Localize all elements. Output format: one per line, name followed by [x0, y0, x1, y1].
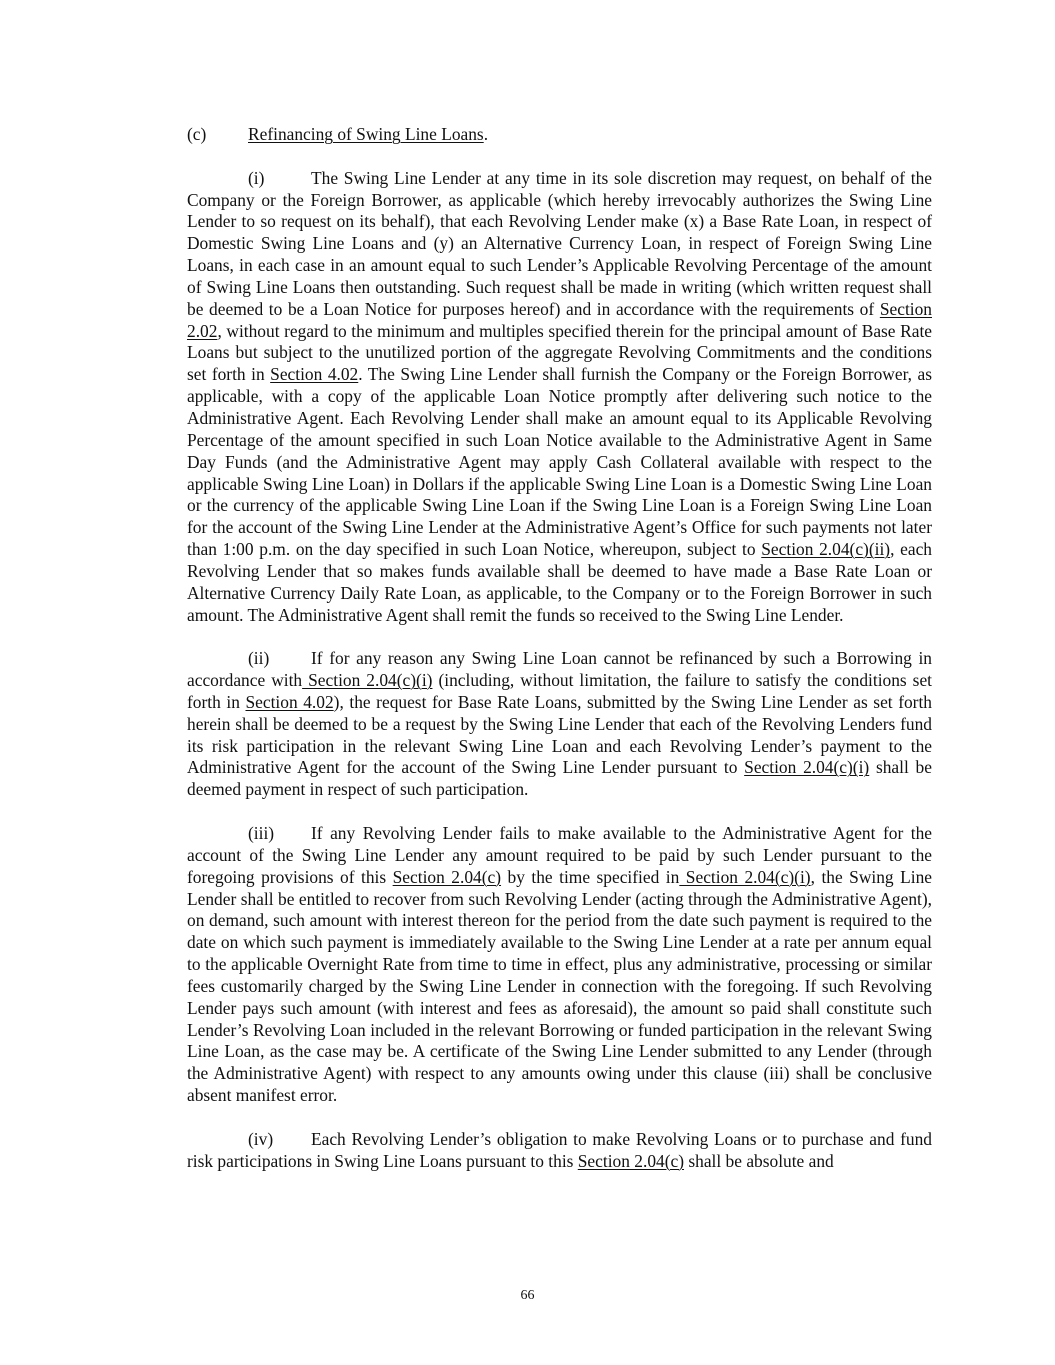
- page-number: 66: [520, 1288, 535, 1303]
- clause-text: shall be absolute and: [684, 1150, 834, 1171]
- section-heading: [187, 124, 932, 146]
- clause-iv: [187, 1129, 932, 1173]
- clause-text: , without regard to the minimum and multiples specified therein for the principal amount of Base Rate Loans but subject to the unutilized portion of the aggregate Revolving Commitments and the conditions set forth in: [187, 320, 932, 385]
- clause-text: ), the request for Base Rate Loans, submitted by the Swing Line Lender as set forth herein shall be deemed to be a request by the Swing Line Lender that each of the Revolving Lenders fund its risk participation in the relevant Swing Line Loan and each Revolving Lender’s payment to the Administrative Agent for the account of the Swing Line Lender pursuant to: [187, 691, 932, 778]
- cross-reference: Section 2.04(c)(i): [744, 757, 870, 778]
- clause-number: (iv): [248, 1128, 274, 1149]
- clause-number: (iii): [248, 823, 275, 843]
- section-title-period: .: [483, 124, 489, 144]
- cross-reference: Section 2.04(c): [392, 866, 502, 887]
- section-title: Refinancing of Swing Line Loans: [248, 124, 484, 144]
- cross-reference: Section 2.02: [187, 298, 932, 341]
- page-body: [187, 124, 932, 1173]
- cross-reference: Section 4.02: [245, 691, 334, 712]
- clause-number: (i): [248, 167, 265, 188]
- clause-text: . The Swing Line Lender shall furnish the Company or the Foreign Borrower, as applicable, with a copy of the applicable Loan Notice promptly after delivering such notice to the Administrative Agent. Each Revolving Lender shall make an amount equal to its Applicable Revolving Percentage of the amount specified in such Loan Notice available to the Administrative Agent in Same Day Funds (and the Administrative Agent may apply Cash Collateral available with respect to the applicable Swing Line Loan) in Dollars if the applicable Swing Line Loan is a Domestic Swing Line Loan or the currency of the applicable Swing Line Loan if the Swing Line Loan is a Foreign Swing Line Loan for the account of the Swing Line Lender at the Administrative Agent’s Office for such payments not later than 1:00 p.m. on the day specified in such Loan Notice, whereupon, subject to: [187, 364, 932, 560]
- clause-text: If for any reason any Swing Line Loan cannot be refinanced by such a Borrowing in accordance with: [187, 648, 932, 691]
- section-number: (c): [187, 124, 207, 144]
- clause-text: , the Swing Line Lender shall be entitled to recover from such Revolving Lender (acting through the Administrative Agent), on demand, such amount with interest thereon for the period from the date such payment is required to the date on which such payment is immediately available to the Swing Line Lender at a rate per annum equal to the applicable Overnight Rate from time to time in effect, plus any administrative, processing or similar fees customarily charged by the Swing Line Lender in connection with the foregoing. If such Revolving Lender pays such amount (with interest and fees as aforesaid), the amount so paid shall constitute such Lender’s Revolving Loan included in the relevant Borrowing or funded participation in the relevant Swing Line Loan, as the case may be. A certificate of the Swing Line Lender submitted to any Lender (through the Administrative Agent) with respect to any amounts owing under this clause (iii) shall be conclusive absent manifest error.: [187, 866, 932, 1106]
- clause-text: (including, without limitation, the failure to satisfy the conditions set forth in: [187, 670, 933, 712]
- clause-text: , each Revolving Lender that so makes funds available shall be deemed to have made a Base Rate Loan or Alternative Currency Daily Rate Loan, as applicable, to the Company or to the Foreign Borrower in such amount. The Administrative Agent shall remit the funds so received to the Swing Line Lender.: [187, 539, 932, 625]
- clause-text: shall be deemed payment in respect of such participation.: [187, 757, 932, 800]
- clause-ii: [187, 648, 932, 801]
- clause-text: by the time specified in: [501, 866, 680, 887]
- cross-reference: Section 2.04(c)(ii): [761, 539, 891, 560]
- cross-reference: Section 2.04(c): [577, 1150, 685, 1171]
- clause-iii: [187, 823, 932, 1107]
- cross-reference: Section 2.04(c)(i): [302, 670, 433, 691]
- clause-text: The Swing Line Lender at any time in its sole discretion may request, on behalf of the Company or the Foreign Borrower, as applicable (which hereby irrevocably authorizes the Swing Line Lender to so request on its behalf), that each Revolving Lender make (x) a Base Rate Loan, in respect of Domestic Swing Line Loans and (y) an Alternative Currency Loan, in respect of Foreign Swing Line Loans, in each case in an amount equal to such Lender’s Applicable Revolving Percentage of the amount of Swing Line Loans then outstanding. Such request shall be made in writing (which written request shall be deemed to be a Loan Notice for purposes hereof) and in accordance with the requirements of: [187, 167, 932, 319]
- clause-i: [187, 168, 932, 627]
- clause-text: Each Revolving Lender’s obligation to make Revolving Loans or to purchase and fund risk participations in Swing Line Loans pursuant to this: [187, 1128, 932, 1171]
- clause-text: If any Revolving Lender fails to make available to the Administrative Agent for the account of the Swing Line Lender any amount required to be paid by such Lender pursuant to the foregoing provisions of this: [187, 823, 932, 887]
- clause-number: (ii): [248, 648, 270, 669]
- cross-reference: Section 4.02: [270, 364, 359, 385]
- cross-reference: Section 2.04(c)(i): [679, 866, 811, 887]
